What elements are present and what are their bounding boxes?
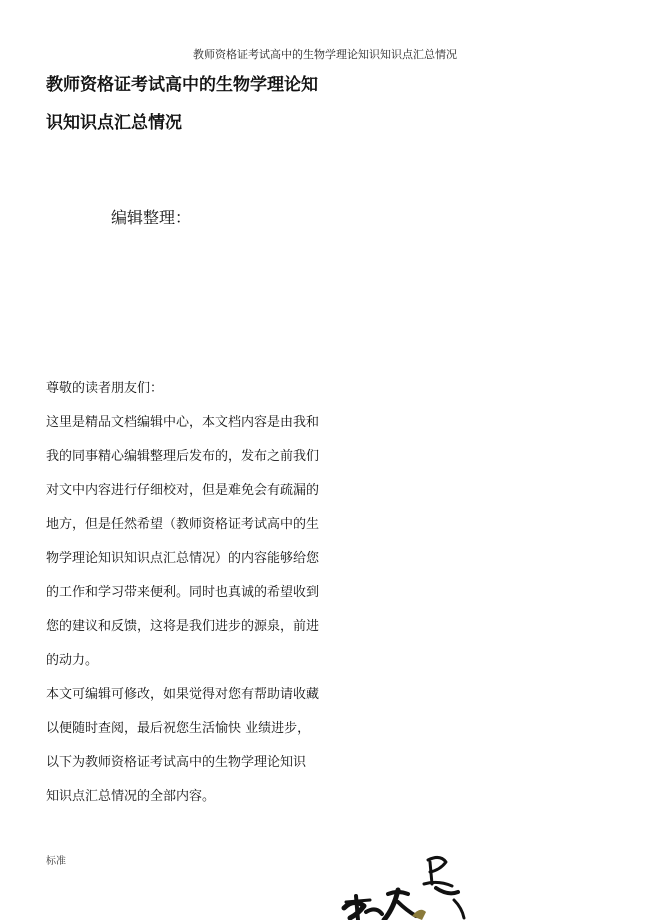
body-line: 对文中内容进行仔细校对，但是难免会有疏漏的: [46, 483, 320, 498]
body-line: 物学理论知识知识点汇总情况）的内容能够给您: [46, 551, 320, 566]
body-line: 以便随时查阅，最后祝您生活愉快 业绩进步，: [46, 721, 311, 736]
body-line: 我的同事精心编辑整理后发布的，发布之前我们: [46, 449, 320, 464]
title-line-1: 教师资格证考试高中的生物学理论知: [46, 75, 318, 95]
title-line-2: 识知识点汇总情况: [46, 113, 182, 133]
body-line: 以下为教师资格证考试高中的生物学理论知识: [46, 755, 307, 770]
editor-label: 编辑整理：: [111, 208, 192, 227]
body-line: 您的建议和反馈，这将是我们进步的源泉，前进: [46, 619, 320, 634]
body-line: 的动力。: [46, 653, 99, 668]
body-line: 的工作和学习带来便利。同时也真诚的希望收到: [46, 585, 320, 600]
greeting-line: 尊敬的读者朋友们：: [46, 381, 164, 396]
body-text: [46, 372, 328, 814]
calligraphy-brush-icon: [336, 850, 486, 920]
body-line: 地方，但是任然希望（教师资格证考试高中的生: [46, 517, 320, 532]
body-line: 知识点汇总情况的全部内容。: [46, 789, 216, 804]
page-header: 教师资格证考试高中的生物学理论知识知识点汇总情况: [193, 48, 457, 61]
body-line: 这里是精品文档编辑中心，本文档内容是由我和: [46, 415, 320, 430]
body-line: 本文可编辑可修改，如果觉得对您有帮助请收藏: [46, 687, 320, 702]
document-title: [46, 66, 346, 142]
footer-label: 标准: [46, 856, 66, 867]
